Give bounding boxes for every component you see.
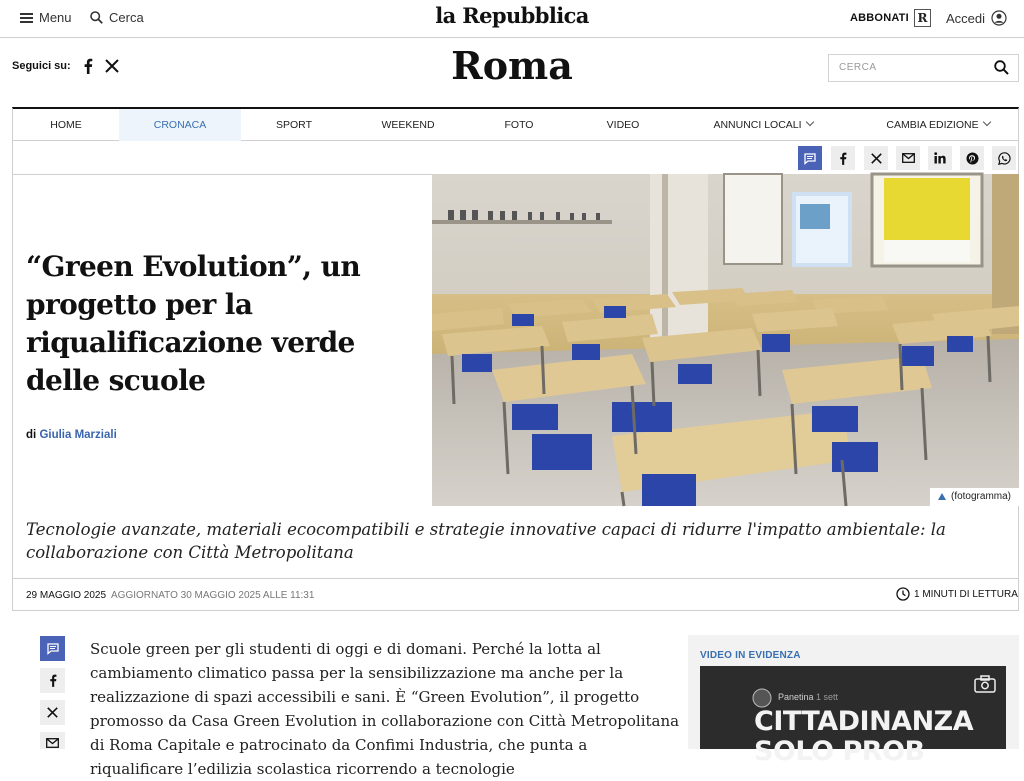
hamburger-icon bbox=[20, 13, 33, 23]
side-x-button[interactable] bbox=[40, 700, 65, 725]
facebook-icon bbox=[839, 152, 847, 165]
read-time-label: 1 MINUTI DI LETTURA bbox=[914, 588, 1018, 600]
article-photo[interactable] bbox=[432, 174, 1019, 506]
chevron-down-icon bbox=[982, 118, 990, 126]
search-label: Cerca bbox=[109, 10, 144, 25]
photo-credit-text: (fotogramma) bbox=[950, 491, 1011, 502]
follow-us bbox=[12, 58, 119, 74]
user-icon bbox=[991, 10, 1007, 26]
nav-item-home[interactable]: HOME bbox=[50, 119, 82, 131]
search-placeholder: CERCA bbox=[839, 62, 877, 73]
menu-button[interactable] bbox=[20, 10, 72, 25]
whatsapp-icon bbox=[998, 152, 1011, 165]
comment-icon bbox=[47, 643, 59, 654]
nav-item-annunci-locali[interactable]: ANNUNCI LOCALI bbox=[693, 109, 833, 141]
share-facebook-button[interactable] bbox=[831, 146, 855, 170]
clock-icon bbox=[896, 587, 910, 601]
side-email-button[interactable] bbox=[40, 732, 65, 749]
brand-logo[interactable]: la Repubblica bbox=[435, 3, 589, 28]
comment-icon bbox=[804, 153, 816, 164]
x-icon bbox=[871, 153, 882, 164]
main-nav bbox=[12, 107, 1019, 141]
menu-label: Menu bbox=[39, 10, 72, 25]
share-email-button[interactable] bbox=[896, 146, 920, 170]
share-bar bbox=[12, 141, 1019, 175]
byline bbox=[26, 429, 117, 441]
email-icon bbox=[46, 738, 59, 748]
linkedin-icon bbox=[934, 152, 946, 164]
video-title-line1: CITTADINANZA bbox=[754, 706, 974, 737]
nav-item-foto[interactable]: FOTO bbox=[504, 119, 534, 131]
nav-item-weekend[interactable]: WEEKEND bbox=[381, 119, 435, 131]
top-bar bbox=[0, 0, 1024, 38]
photo-credit[interactable] bbox=[930, 488, 1019, 506]
publish-date: 29 MAGGIO 2025 bbox=[26, 590, 107, 601]
classroom-photo bbox=[432, 174, 1019, 506]
caret-up-icon bbox=[938, 493, 946, 500]
x-icon[interactable] bbox=[105, 59, 119, 73]
x-icon bbox=[47, 707, 58, 718]
read-time bbox=[896, 587, 1018, 601]
nav-item-cronaca[interactable]: CRONACA bbox=[119, 109, 241, 141]
article-body: Scuole green per gli studenti di oggi e di domani. Perché la lotta al cambiamento climatico passa per la sensibilizzazione ma anche per la realizzazione di spazi accessibili e sani. È “Green Evolution”, il progetto promosso da Casa Green Evolution in collaborazione con Città Metropolitana di Roma Capitale e patrocinato da Confimi Industria, che punta a riqualificare l’edilizia scolastica ricorrendo a tecnologie bbox=[90, 640, 680, 778]
facebook-icon[interactable] bbox=[83, 58, 93, 74]
side-comment-button[interactable] bbox=[40, 636, 65, 661]
author-link[interactable]: Giulia Marziali bbox=[39, 429, 117, 441]
nav-item-cambia-edizione[interactable]: CAMBIA EDIZIONE bbox=[863, 109, 1013, 141]
video-title-line2: SOLO PROB bbox=[754, 736, 925, 767]
video-sidebar-title: VIDEO IN EVIDENZA bbox=[700, 650, 801, 661]
featured-video[interactable] bbox=[700, 666, 1006, 767]
share-pinterest-button[interactable] bbox=[960, 146, 984, 170]
byline-prefix: di bbox=[26, 429, 37, 441]
local-search-input[interactable] bbox=[828, 54, 1019, 82]
comment-button[interactable] bbox=[798, 146, 822, 170]
share-linkedin-button[interactable] bbox=[928, 146, 952, 170]
nav-item-video[interactable]: VIDEO bbox=[606, 119, 640, 131]
search-button[interactable] bbox=[90, 10, 144, 25]
search-icon[interactable] bbox=[994, 60, 1009, 75]
side-facebook-button[interactable] bbox=[40, 668, 65, 693]
facebook-icon bbox=[49, 674, 57, 687]
share-whatsapp-button[interactable] bbox=[992, 146, 1016, 170]
repubblica-r-icon[interactable]: R bbox=[914, 9, 931, 27]
article-title: “Green Evolution”, un progetto per la riqualificazione verde delle scuole bbox=[26, 250, 361, 397]
camera-icon bbox=[974, 675, 996, 693]
subscribe-link[interactable]: ABBONATI bbox=[850, 12, 909, 24]
video-channel: Panetina bbox=[778, 692, 814, 702]
share-x-button[interactable] bbox=[864, 146, 888, 170]
chevron-down-icon bbox=[805, 118, 813, 126]
email-icon bbox=[902, 153, 915, 163]
login-label: Accedi bbox=[946, 10, 986, 26]
article-summary: Tecnologie avanzate, materiali ecocompatibili e strategie innovative capaci di ridurre l'impatto ambientale: la collaborazione con Città Metropolitana bbox=[26, 520, 946, 562]
video-time: 1 sett bbox=[816, 692, 839, 702]
nav-item-sport[interactable]: SPORT bbox=[276, 119, 312, 131]
channel-avatar bbox=[752, 688, 772, 708]
updated-date: AGGIORNATO 30 MAGGIO 2025 ALLE 11:31 bbox=[111, 590, 315, 601]
search-icon bbox=[90, 11, 103, 24]
edition-title: Roma bbox=[451, 43, 573, 88]
follow-label: Seguici su: bbox=[12, 60, 71, 72]
pinterest-icon bbox=[966, 152, 979, 165]
login-button[interactable] bbox=[946, 10, 1007, 26]
